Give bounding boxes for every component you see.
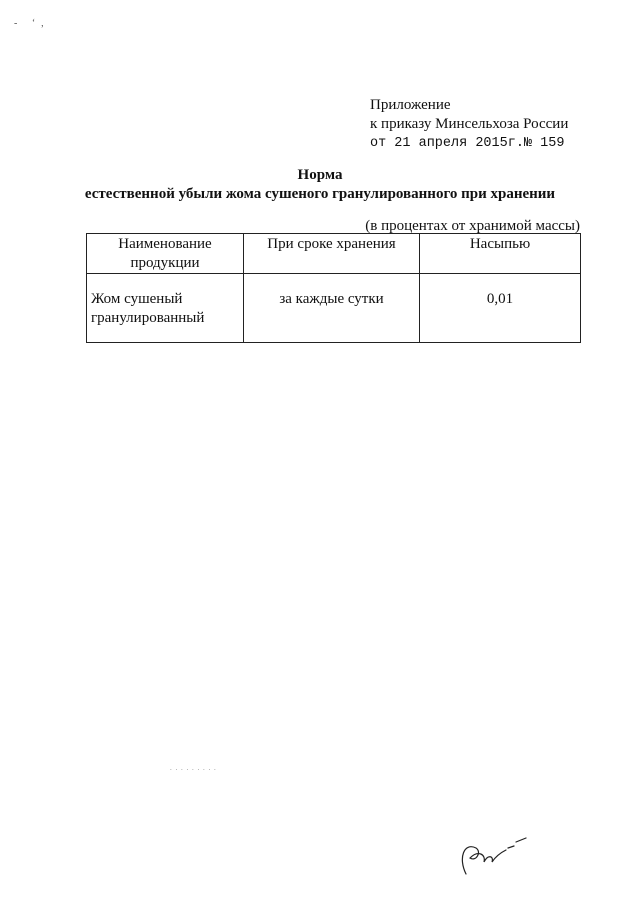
appendix-line-1: Приложение [370,97,451,113]
appendix-line-2: к приказу Минсельхоза России [370,116,569,132]
title-line-1: Норма [297,167,343,183]
corner-mark: - ʻ, [14,18,50,29]
cell-value: 0,01 [420,274,581,343]
faint-marks: . . . . . . . . . [170,764,217,772]
signature-icon [456,828,536,880]
unit-note: (в процентах от хранимой массы) [365,218,580,234]
appendix-line-3: от 21 апреля 2015г.№ 159 [370,136,565,151]
document-title [60,166,580,204]
cell-term: за каждые сутки [244,274,420,343]
header-bulk: Насыпью [420,234,581,274]
table-header-row [87,234,581,274]
header-term: При сроке хранения [244,234,420,274]
table-row [87,274,581,343]
appendix-block [370,96,568,153]
header-product: Наименование продукции [87,234,244,274]
title-line-2: естественной убыли жома сушеного гранулированного при хранении [84,186,556,202]
cell-product: Жом сушеный гранулированный [87,274,244,343]
norm-table [86,233,581,343]
